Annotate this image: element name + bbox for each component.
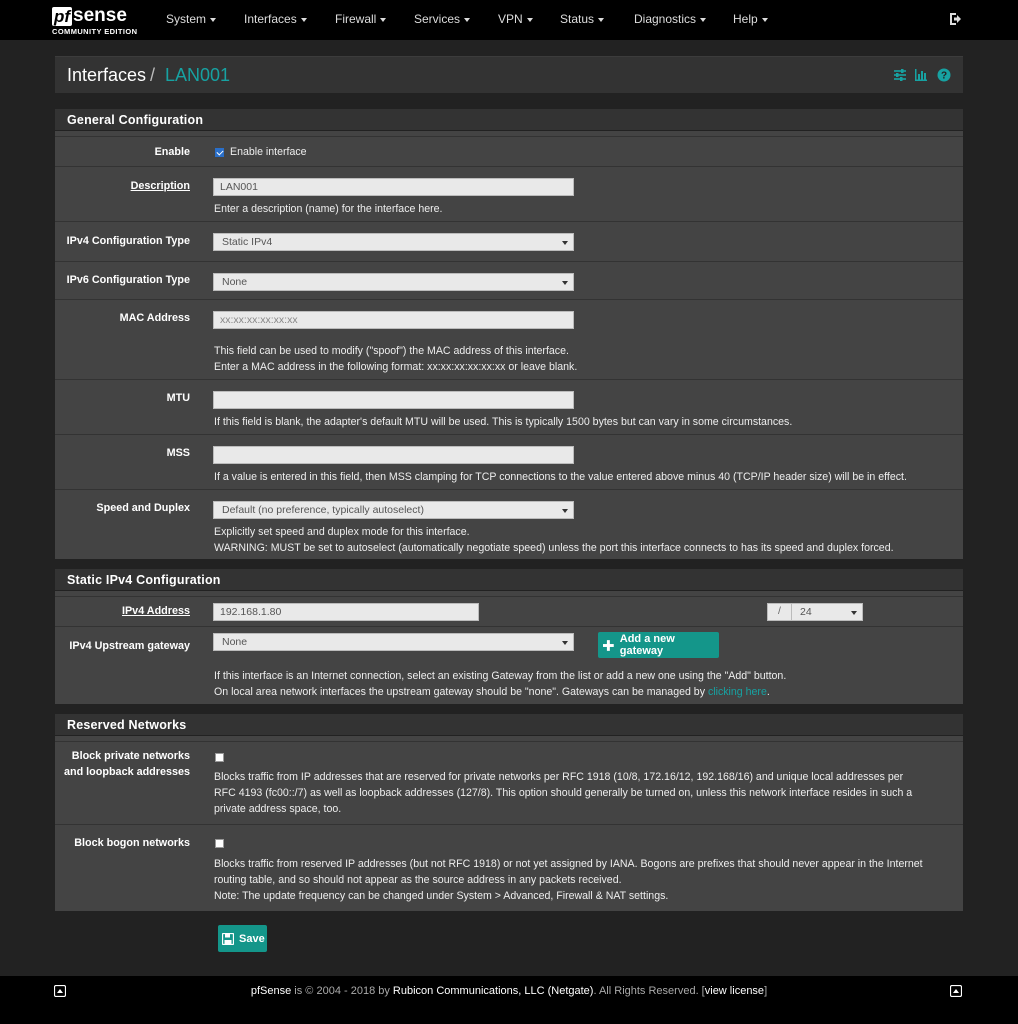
gateway-help-line1: If this interface is an Internet connection, select an existing Gateway from the list or add a new one using the "Add" button. [214, 670, 787, 682]
speed-duplex-label: Speed and Duplex [96, 502, 190, 514]
block-private-row [55, 741, 963, 824]
block-bogon-help-line2: routing table, and so should not appear as the source address in any packets received. [214, 874, 622, 886]
caret-down-icon [380, 18, 386, 22]
ipv4-address-row [55, 596, 963, 626]
speed-help-line1: Explicitly set speed and duplex mode for this interface. [214, 526, 470, 538]
block-private-label-line2: and loopback addresses [63, 766, 190, 778]
footer-copyright [0, 985, 1018, 997]
mac-help-line2: Enter a MAC address in the following format: xx:xx:xx:xx:xx:xx or leave blank. [214, 361, 578, 373]
block-bogon-row [55, 824, 963, 911]
cidr-slash: / [767, 603, 792, 621]
block-bogon-help-line1: Blocks traffic from reserved IP addresses (but not RFC 1918) or not yet assigned by IANA. Bogons are prefixes that should never appear in the Internet [214, 858, 923, 870]
panel-title: Reserved Networks [67, 718, 187, 732]
ipv4-gateway-row [55, 626, 963, 704]
footer-license-link[interactable]: view license [704, 985, 765, 997]
breadcrumb [55, 56, 963, 93]
breadcrumb-interfaces[interactable]: Interfaces [67, 65, 147, 85]
general-configuration-panel [55, 109, 963, 559]
ipv4-address-label[interactable]: IPv4 Address [121, 605, 190, 617]
mac-help-line1: This field can be used to modify ("spoof") the MAC address of this interface. [214, 345, 569, 357]
nav-firewall[interactable] [335, 12, 386, 26]
gateway-help-line2 [214, 684, 770, 700]
nav-vpn[interactable] [498, 12, 533, 26]
mac-row [55, 299, 963, 379]
bar-chart-icon[interactable] [914, 68, 928, 82]
speed-duplex-row [55, 489, 963, 559]
pfsense-logo[interactable] [52, 4, 144, 36]
caret-down-icon [762, 18, 768, 22]
mtu-label: MTU [166, 392, 190, 404]
breadcrumb-current[interactable]: LAN001 [165, 65, 231, 85]
caret-down-icon [210, 18, 216, 22]
nav-interfaces[interactable] [244, 12, 307, 26]
block-bogon-label: Block bogon networks [74, 837, 190, 849]
nav-help[interactable] [733, 12, 768, 26]
ipv4-type-label: IPv4 Configuration Type [66, 235, 190, 247]
svg-text:?: ? [940, 70, 948, 82]
panel-heading [55, 569, 963, 591]
ipv4-address-input[interactable]: 192.168.1.80 [213, 603, 479, 621]
ipv6-type-select[interactable]: None [213, 273, 574, 291]
mac-label: MAC Address [119, 312, 190, 324]
mtu-help: If this field is blank, the adapter's default MTU will be used. This is typically 1500 bytes but can vary in some circumstances. [214, 416, 793, 428]
footer-rights: . All Rights Reserved. [ [593, 985, 705, 997]
mac-input[interactable]: xx:xx:xx:xx:xx:xx [213, 311, 574, 329]
floppy-disk-icon [222, 933, 234, 945]
ipv4-type-row [55, 221, 963, 261]
nav-label: Help [733, 12, 758, 26]
description-label[interactable]: Description [130, 180, 190, 192]
mtu-row [55, 379, 963, 434]
plus-icon [603, 640, 614, 651]
block-private-label-line1: Block private networks [71, 750, 190, 762]
description-row [55, 166, 963, 221]
panel-title: General Configuration [67, 113, 204, 127]
block-bogon-checkbox[interactable] [215, 839, 224, 848]
mss-row [55, 434, 963, 489]
block-private-help-line3: private address space, too. [214, 803, 342, 815]
speed-help-line2: WARNING: MUST be set to autoselect (automatically negotiate speed) unless the port this interface connects to has its speed and duplex forced. [214, 542, 894, 554]
scroll-to-top-icon[interactable] [950, 985, 962, 997]
panel-heading [55, 109, 963, 131]
save-label: Save [239, 932, 265, 945]
enable-text[interactable]: Enable interface [230, 146, 307, 158]
enable-checkbox[interactable] [215, 148, 224, 157]
add-gateway-label: Add a new gateway [619, 633, 675, 657]
logo-sense: sense [73, 5, 127, 26]
enable-label: Enable [154, 146, 190, 158]
panel-title: Static IPv4 Configuration [67, 573, 221, 587]
footer-product[interactable]: pfSense [250, 985, 292, 997]
caret-down-icon [464, 18, 470, 22]
ipv6-type-label: IPv6 Configuration Type [66, 274, 190, 286]
gateway-label: IPv4 Upstream gateway [69, 640, 190, 652]
block-private-checkbox[interactable] [215, 753, 224, 762]
nav-label: Interfaces [244, 12, 297, 26]
nav-label: Services [414, 12, 461, 26]
enable-row [55, 136, 963, 166]
ipv4-type-select[interactable]: Static IPv4 [213, 233, 574, 251]
footer [0, 976, 1018, 1024]
caret-down-icon [700, 18, 706, 22]
logo-subtitle: COMMUNITY EDITION [52, 27, 138, 36]
block-private-help-line1: Blocks traffic from IP addresses that are reserved for private networks per RFC 1918 (10/8, 172.16/12, 192.168/16) and unique local addresses per [214, 771, 904, 783]
nav-label: Status [560, 12, 595, 26]
sliders-icon[interactable] [893, 68, 907, 82]
top-navbar [0, 0, 1018, 40]
logout-icon[interactable] [948, 11, 964, 27]
mss-label: MSS [166, 447, 190, 459]
caret-down-icon [598, 18, 604, 22]
footer-copy: is © 2004 - 2018 by [291, 985, 393, 997]
help-icon[interactable] [937, 68, 951, 82]
panel-heading [55, 714, 963, 736]
nav-services[interactable] [414, 12, 470, 26]
mtu-input[interactable] [213, 391, 574, 409]
add-gateway-button[interactable] [598, 632, 719, 658]
footer-company[interactable]: Rubicon Communications, LLC (Netgate) [392, 985, 594, 997]
logo-pf: pf [54, 7, 71, 26]
block-bogon-help-line3: Note: The update frequency can be changed under System > Advanced, Firewall & NAT settings. [214, 890, 669, 902]
nav-diagnostics[interactable] [634, 12, 706, 26]
description-help: Enter a description (name) for the interface here. [214, 203, 443, 215]
block-private-help-line2: RFC 4193 (fc00::/7) as well as loopback addresses (127/8). This option should generally be turned on, unless this network interface resides in such a [214, 787, 913, 799]
nav-label: Diagnostics [634, 12, 697, 26]
description-input[interactable]: LAN001 [213, 178, 574, 196]
nav-label: Firewall [335, 12, 377, 26]
nav-label: System [166, 12, 207, 26]
cidr-select[interactable]: 24 [791, 603, 863, 621]
breadcrumb-separator: / [150, 65, 156, 85]
ipv6-type-row [55, 261, 963, 299]
speed-duplex-select[interactable]: Default (no preference, typically autoselect) [213, 501, 574, 519]
nav-system[interactable] [166, 12, 216, 26]
footer-close: ] [764, 985, 768, 997]
nav-status[interactable] [560, 12, 604, 26]
static-ipv4-panel [55, 569, 963, 704]
nav-label: VPN [498, 12, 523, 26]
mss-input[interactable] [213, 446, 574, 464]
reserved-networks-panel [55, 714, 963, 911]
mss-help: If a value is entered in this field, then MSS clamping for TCP connections to the value entered above minus 40 (TCP/IP header size) will be in effect. [214, 471, 907, 483]
gateway-help-text: On local area network interfaces the upstream gateway should be "none". Gateways can be managed by [214, 686, 708, 698]
caret-down-icon [527, 18, 533, 22]
gateway-select[interactable]: None [213, 633, 574, 651]
gateway-help-end: . [766, 686, 770, 698]
caret-down-icon [301, 18, 307, 22]
gateways-link[interactable]: clicking here [707, 686, 767, 698]
save-button[interactable] [218, 925, 267, 952]
